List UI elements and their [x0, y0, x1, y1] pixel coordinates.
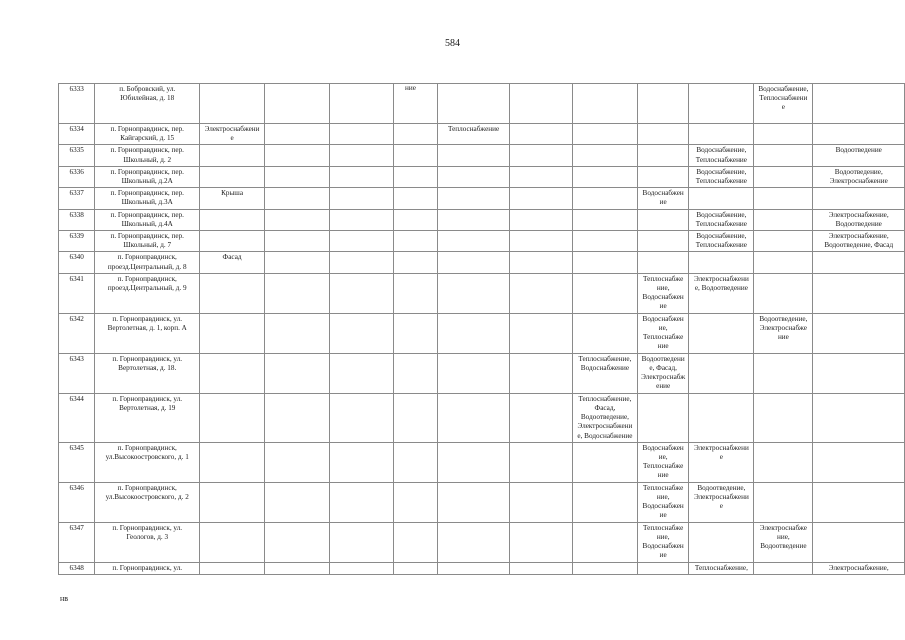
work-cell: [754, 166, 813, 187]
address-cell: [95, 442, 200, 482]
work-cell: [637, 209, 689, 230]
address-cell: [95, 522, 200, 562]
work-text: Водоснабжение, Теплоснабжение: [695, 210, 747, 228]
work-cell: [437, 252, 509, 273]
work-cell: [572, 393, 637, 442]
work-cell: [572, 273, 637, 313]
page-number: 584: [445, 38, 460, 49]
work-cell: [510, 84, 573, 124]
work-cell: [437, 166, 509, 187]
work-cell: [572, 562, 637, 574]
work-text: Электроснабже ние, Водоотведение: [759, 523, 807, 551]
work-cell: [264, 522, 329, 562]
address-text: п. Горноправдинск, пер. Школьный, д.4А: [110, 210, 184, 228]
table-row: [59, 273, 905, 313]
work-text: Теплоснабжение, Водоснабжение: [578, 354, 632, 373]
work-cell: [200, 252, 265, 273]
work-cell: [329, 562, 394, 574]
address-text: п. Горноправдинск, проезд.Центральный, д. 9: [107, 274, 187, 293]
work-cell: [754, 124, 813, 145]
table-row: [59, 442, 905, 482]
work-cell: [813, 482, 905, 522]
work-cell: [689, 231, 754, 252]
work-cell: [510, 353, 573, 393]
address-text: п. Горноправдинск, пер. Школьный, д.2А: [110, 167, 184, 186]
table-row: [59, 231, 905, 252]
address-text: п. Горноправдинск, пер. Школьный, д. 2: [110, 146, 184, 164]
work-cell: [510, 482, 573, 522]
table-row: [59, 124, 905, 145]
address-cell: [95, 273, 200, 313]
row-id: 6338: [59, 209, 95, 230]
work-text: Водоснабжение, Теплоснабжение: [695, 146, 747, 164]
work-cell: [689, 482, 754, 522]
work-cell: [754, 482, 813, 522]
work-cell: [329, 209, 394, 230]
row-id: 6341: [59, 273, 95, 313]
work-cell: [437, 393, 509, 442]
work-text: Теплоснабжение: [448, 125, 500, 133]
work-cell: [689, 562, 754, 574]
work-cell: [689, 393, 754, 442]
row-id: 6336: [59, 166, 95, 187]
table-row: [59, 188, 905, 209]
work-cell: [689, 252, 754, 273]
row-id: 6334: [59, 124, 95, 145]
address-text: п. Горноправдинск, проезд.Центральный, д. 8: [107, 253, 187, 271]
work-text: Водоотведени е, Фасад, Электроснабж ение: [641, 354, 686, 391]
work-text: Теплоснабже ние, Водоснабжен ие: [642, 523, 684, 560]
table-row: [59, 145, 905, 166]
work-cell: [637, 393, 689, 442]
work-cell: [754, 273, 813, 313]
work-cell: [637, 231, 689, 252]
work-text: Водоотведение, Электроснабже ние: [759, 314, 808, 342]
work-cell: [637, 273, 689, 313]
work-cell: [572, 252, 637, 273]
work-cell: [572, 166, 637, 187]
work-cell: [637, 188, 689, 209]
work-cell: [329, 273, 394, 313]
work-text: Теплоснабжение, Фасад, Водоотведение, Электроснабжени е, Водоснабжение: [577, 394, 633, 440]
address-cell: [95, 393, 200, 442]
work-cell: [329, 522, 394, 562]
work-cell: [689, 145, 754, 166]
work-text: Фасад: [222, 253, 242, 262]
work-cell: [754, 84, 813, 124]
work-cell: [754, 231, 813, 252]
work-text: Электроснабжение, Водоотведение: [828, 210, 889, 228]
work-cell: [264, 353, 329, 393]
work-cell: [200, 273, 265, 313]
overflow-text: ние: [405, 84, 416, 92]
work-cell: [754, 522, 813, 562]
row-id: 6346: [59, 482, 95, 522]
work-text: Водоснабжение, Теплоснабжение: [695, 232, 747, 250]
work-cell: [754, 188, 813, 209]
work-text: Электроснабжение, Водоотведение, Фасад: [824, 232, 894, 250]
work-cell: [510, 209, 573, 230]
work-text: Водоснабжен ие, Теплоснабже ние: [642, 443, 684, 480]
address-cell: [95, 482, 200, 522]
work-cell: [637, 562, 689, 574]
work-cell: [510, 442, 573, 482]
work-cell: [264, 313, 329, 353]
work-cell: [437, 84, 509, 124]
address-cell: [95, 313, 200, 353]
work-cell: [437, 231, 509, 252]
work-cell: [264, 252, 329, 273]
work-cell: [329, 442, 394, 482]
work-cell: [813, 231, 905, 252]
work-cell: [689, 273, 754, 313]
work-text: Водоснабжение, Теплоснабжение: [695, 167, 747, 186]
address-cell: [95, 353, 200, 393]
work-cell: [813, 393, 905, 442]
work-cell: [637, 124, 689, 145]
work-cell: [437, 522, 509, 562]
work-cell: [437, 188, 509, 209]
row-id: 6348: [59, 562, 95, 574]
work-cell: [689, 84, 754, 124]
work-cell: [813, 188, 905, 209]
work-cell: [200, 393, 265, 442]
work-cell: [437, 124, 509, 145]
work-cell: [637, 252, 689, 273]
work-text: Водоснабжение, Теплоснабжени е: [758, 85, 809, 112]
work-cell: [510, 188, 573, 209]
work-cell: [689, 188, 754, 209]
work-cell: [264, 188, 329, 209]
work-cell: [637, 313, 689, 353]
work-cell: [437, 313, 509, 353]
work-cell: [329, 231, 394, 252]
row-id: 6333: [59, 84, 95, 124]
work-cell: [689, 442, 754, 482]
work-cell: [264, 145, 329, 166]
work-cell: [637, 84, 689, 124]
work-text: Теплоснабжение,: [694, 563, 748, 572]
work-cell: [329, 313, 394, 353]
work-cell: [689, 353, 754, 393]
address-cell: [95, 252, 200, 273]
address-text: п. Горноправдинск, ул.Высокоостровского, д. 1: [105, 443, 189, 462]
row-id: 6347: [59, 522, 95, 562]
work-cell: [510, 393, 573, 442]
work-cell: [329, 124, 394, 145]
work-cell: [572, 313, 637, 353]
work-cell: [572, 482, 637, 522]
work-cell: [813, 84, 905, 124]
work-cell: [637, 145, 689, 166]
address-cell: [95, 145, 200, 166]
row-id: 6337: [59, 188, 95, 209]
work-cell: [437, 273, 509, 313]
footer-mark: нв: [60, 594, 69, 603]
work-cell: [329, 393, 394, 442]
address-text: п. Бобровский, ул. Юбилейная, д. 18: [119, 85, 176, 103]
work-cell: [754, 252, 813, 273]
address-cell: [95, 166, 200, 187]
work-cell: [510, 273, 573, 313]
work-cell: [754, 353, 813, 393]
work-cell: [689, 124, 754, 145]
work-cell: [200, 562, 265, 574]
work-cell: [572, 522, 637, 562]
work-text: Теплоснабже ние, Водоснабжен ие: [642, 274, 684, 311]
work-cell: [510, 562, 573, 574]
work-cell: [510, 124, 573, 145]
work-cell: [572, 353, 637, 393]
work-text: Водоотведение, Электроснабжение: [829, 167, 888, 186]
row-id: 6343: [59, 353, 95, 393]
work-cell: [813, 209, 905, 230]
work-cell: [200, 442, 265, 482]
work-cell: [264, 442, 329, 482]
work-cell: [689, 313, 754, 353]
work-text: Теплоснабже ние, Водоснабжен ие: [642, 483, 684, 520]
work-cell: [200, 231, 265, 252]
work-cell: [264, 166, 329, 187]
work-cell: [437, 562, 509, 574]
row-id: 6339: [59, 231, 95, 252]
work-cell: [200, 313, 265, 353]
work-cell: [813, 313, 905, 353]
work-cell: [437, 145, 509, 166]
address-text: п. Горноправдинск, ул.Высокоостровского, д. 2: [105, 483, 189, 502]
work-cell: [437, 209, 509, 230]
address-cell: [95, 124, 200, 145]
work-cell: [200, 209, 265, 230]
table-row: [59, 84, 905, 124]
work-cell: [510, 231, 573, 252]
data-table: [58, 83, 905, 575]
work-cell: [572, 442, 637, 482]
work-cell: [813, 166, 905, 187]
work-cell: [813, 145, 905, 166]
work-cell: [329, 353, 394, 393]
work-cell: [200, 188, 265, 209]
work-cell: [813, 252, 905, 273]
work-cell: [754, 393, 813, 442]
address-cell: [95, 209, 200, 230]
work-cell: [200, 166, 265, 187]
work-cell: [813, 522, 905, 562]
work-cell: [329, 188, 394, 209]
work-cell: [637, 482, 689, 522]
work-cell: [200, 145, 265, 166]
table-row: [59, 353, 905, 393]
work-cell: [813, 124, 905, 145]
work-cell: [689, 522, 754, 562]
address-cell: [95, 231, 200, 252]
work-cell: [510, 522, 573, 562]
address-text: п. Горноправдинск, пер. Школьный, д.3А: [110, 189, 184, 207]
address-text: п. Горноправдинск, пер. Кайгарский, д. 15: [110, 125, 184, 143]
work-cell: [329, 166, 394, 187]
work-text: Электроснабжение,: [828, 563, 889, 572]
address-cell: [95, 84, 200, 124]
work-cell: [437, 442, 509, 482]
address-cell: [95, 188, 200, 209]
work-cell: [572, 209, 637, 230]
work-cell: [264, 124, 329, 145]
work-cell: [264, 209, 329, 230]
work-cell: [264, 84, 329, 124]
work-cell: [264, 482, 329, 522]
address-text: п. Горноправдинск, ул. Вертолетная, д. 19: [112, 394, 183, 413]
table-row: [59, 393, 905, 442]
work-text: Электроснабжени е: [204, 125, 260, 143]
work-cell: [813, 353, 905, 393]
work-cell: [264, 231, 329, 252]
work-cell: [754, 209, 813, 230]
work-cell: [200, 522, 265, 562]
table-row: [59, 313, 905, 353]
work-text: Водоотведение, Электроснабжени е: [693, 483, 749, 511]
address-cell: [95, 562, 200, 574]
work-cell: [200, 353, 265, 393]
work-cell: [572, 231, 637, 252]
work-cell: [510, 313, 573, 353]
work-cell: [264, 273, 329, 313]
work-cell: [813, 442, 905, 482]
row-id: 6345: [59, 442, 95, 482]
row-id: 6342: [59, 313, 95, 353]
address-text: п. Горноправдинск, ул.: [112, 563, 183, 572]
table-row: [59, 209, 905, 230]
work-text: Водоснабжен ие, Теплоснабже ние: [642, 314, 684, 351]
work-cell: [264, 393, 329, 442]
work-cell: [200, 482, 265, 522]
row-id: 6335: [59, 145, 95, 166]
work-cell: [813, 273, 905, 313]
work-cell: [572, 84, 637, 124]
work-cell: [637, 166, 689, 187]
work-cell: [754, 562, 813, 574]
work-text: Крыша: [221, 189, 244, 198]
work-cell: [200, 124, 265, 145]
row-id: 6344: [59, 393, 95, 442]
work-text: Электроснабжени е: [693, 443, 749, 462]
work-cell: [329, 482, 394, 522]
work-cell: [813, 562, 905, 574]
table-row: [59, 166, 905, 187]
work-cell: [437, 353, 509, 393]
work-cell: [510, 166, 573, 187]
row-id: 6340: [59, 252, 95, 273]
work-text: Водоснабжен ие: [642, 189, 684, 207]
work-cell: [637, 353, 689, 393]
table-row: [59, 522, 905, 562]
table-row: [59, 482, 905, 522]
address-text: п. Горноправдинск, ул. Вертолетная, д. 1, корп. А: [107, 314, 187, 333]
work-cell: [264, 562, 329, 574]
work-cell: [437, 482, 509, 522]
work-cell: [754, 313, 813, 353]
work-cell: [329, 84, 394, 124]
work-cell: [329, 145, 394, 166]
table-row: [59, 562, 905, 574]
work-cell: [572, 124, 637, 145]
address-text: п. Горноправдинск, ул. Геологов, д. 3: [112, 523, 183, 542]
work-cell: [637, 522, 689, 562]
work-cell: [510, 145, 573, 166]
work-cell: [689, 166, 754, 187]
work-cell: [572, 188, 637, 209]
work-text: Электроснабжени е, Водоотведение: [693, 274, 749, 293]
work-text: Водоотведение: [835, 146, 882, 155]
address-text: п. Горноправдинск, ул. Вертолетная, д. 18.: [112, 354, 183, 373]
work-cell: [637, 442, 689, 482]
work-cell: [754, 145, 813, 166]
work-cell: [754, 442, 813, 482]
table-row: [59, 252, 905, 273]
work-cell: [689, 209, 754, 230]
work-cell: [572, 145, 637, 166]
work-cell: [329, 252, 394, 273]
address-text: п. Горноправдинск, пер. Школьный, д. 7: [110, 232, 184, 250]
work-cell: [510, 252, 573, 273]
work-cell: [200, 84, 265, 124]
